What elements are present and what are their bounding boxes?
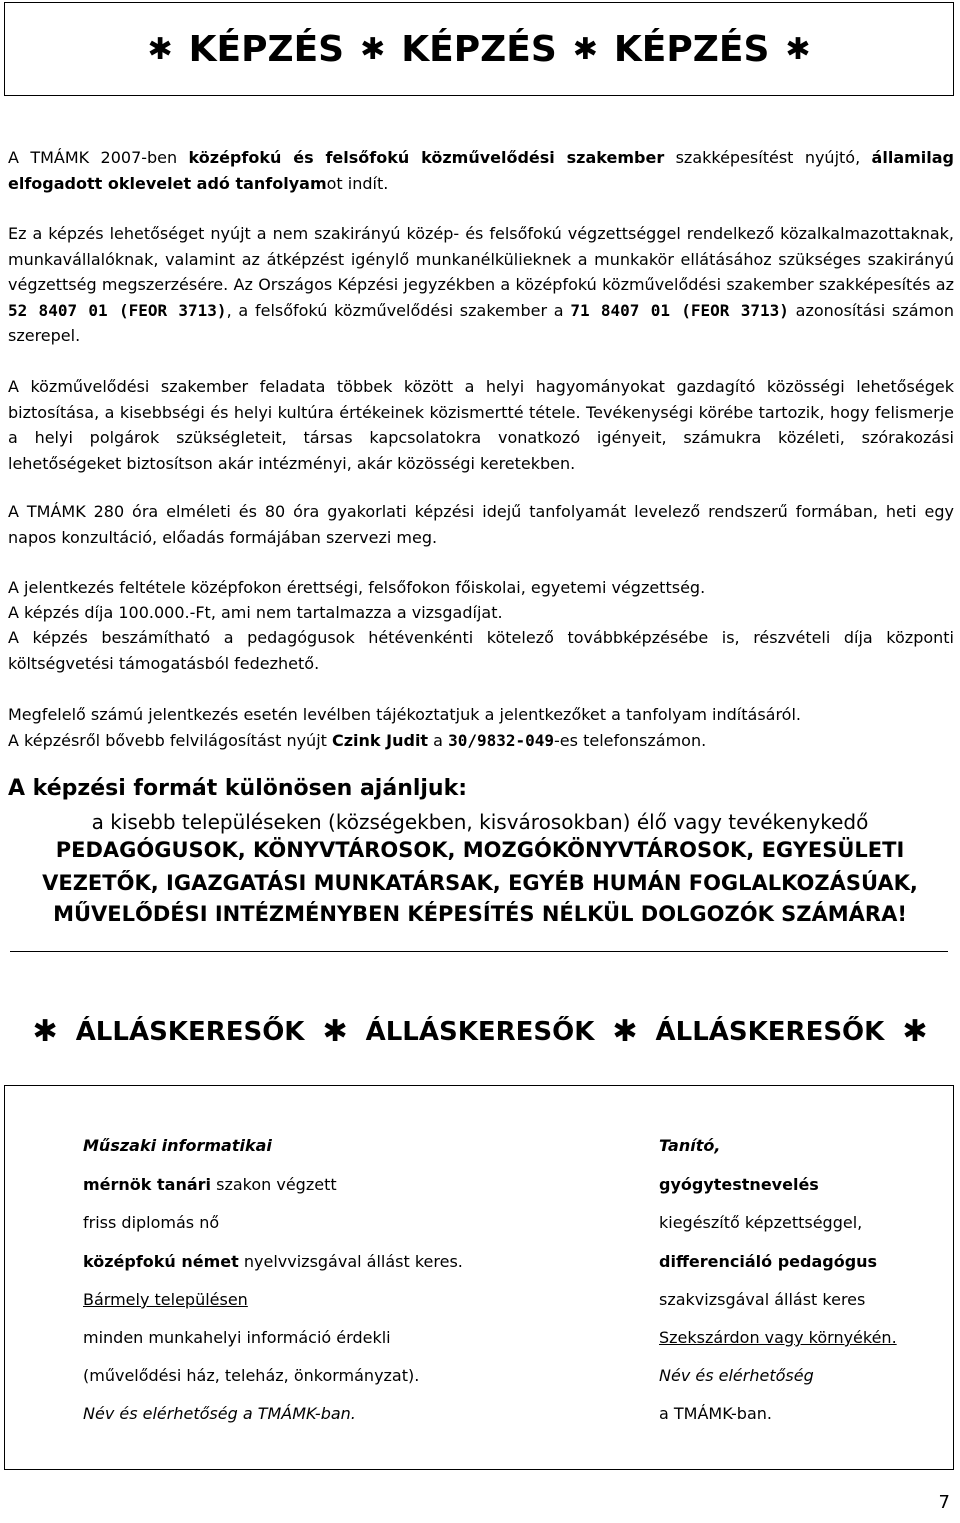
- ad-line: differenciáló pedagógus: [659, 1252, 878, 1271]
- asterisk-icon: ✱: [785, 31, 811, 67]
- ad-line: Tanító,: [659, 1136, 721, 1155]
- contact-phone: 30/9832-049: [448, 731, 555, 750]
- ad-line: a TMÁMK-ban.: [659, 1404, 772, 1423]
- description-text: Ez a képzés lehetőséget nyújt a nem szakirányú közép- és felsőfokú végzettséggel rendelkező közalkalmazottaknak, munkavállalóknak, valamint az átképzést igénylő munkanélkülieknek a munkakör ellátásához szükséges szakirányú végzettség megszerzésére. Az Országos Képzési jegyzékben a középfokú közművelődési szakember szakképesítés az: [8, 224, 954, 294]
- ad-line: Műszaki informatikai: [83, 1136, 272, 1155]
- ad-bold: mérnök tanári: [83, 1175, 212, 1194]
- training-description-paragraph: [8, 221, 954, 349]
- job-ad-right: [659, 1086, 949, 1466]
- ad-line: szakvizsgával állást keres: [659, 1290, 866, 1309]
- jobseekers-title: [0, 1014, 960, 1049]
- title-word: KÉPZÉS: [401, 28, 557, 70]
- page-number: 7: [938, 1492, 950, 1513]
- intro-text: ot indít.: [326, 173, 389, 193]
- job-ad-left: [83, 1086, 553, 1466]
- ad-line: Bármely településen: [83, 1290, 248, 1309]
- ad-line: [83, 1252, 463, 1271]
- ad-line: gyógytestnevelés: [659, 1175, 819, 1194]
- ad-line: friss diplomás nő: [83, 1213, 220, 1232]
- asterisk-icon: ✱: [147, 31, 173, 67]
- title-word: KÉPZÉS: [188, 28, 345, 70]
- conditions-line: A jelentkezés feltétele középfokon érettségi, felsőfokon főiskolai, egyetemi végzettség.: [8, 578, 706, 597]
- asterisk-icon: ✱: [322, 1014, 348, 1049]
- section-divider: [10, 951, 948, 952]
- credit-paragraph: A képzés beszámítható a pedagógusok hétévenkénti kötelező továbbképzésébe is, részvételi díja központi költségvetési támogatásból fedezhető.: [8, 628, 954, 673]
- recommend-audience-line: MŰVELŐDÉSI INTÉZMÉNYBEN KÉPESÍTÉS NÉLKÜL DOLGOZÓK SZÁMÁRA!: [53, 902, 907, 926]
- contact-name: Czink Judit: [332, 731, 429, 750]
- asterisk-icon: ✱: [360, 31, 386, 67]
- jobseekers-word: ÁLLÁSKERESŐK: [655, 1016, 885, 1047]
- ad-line: (művelődési ház, teleház, önkormányzat).: [83, 1366, 420, 1385]
- title-word: KÉPZÉS: [613, 28, 770, 70]
- intro-bold: államilag elfogadott oklevelet adó tanfolyam: [8, 148, 954, 193]
- intro-bold: középfokú és felsőfokú közművelődési szakember: [188, 148, 665, 167]
- intro-text: szakképesítést nyújtó,: [664, 148, 872, 167]
- asterisk-icon: ✱: [902, 1014, 928, 1049]
- qualification-code: 71 8407 01 (FEOR 3713): [570, 300, 789, 320]
- ad-text: szakon végzett: [211, 1175, 337, 1194]
- ad-line: [83, 1175, 337, 1194]
- contact-line: [8, 728, 954, 754]
- ad-line: Szekszárdon vagy környékén.: [659, 1328, 897, 1347]
- description-text: azonosítási számon szerepel.: [8, 300, 955, 345]
- description-text: , a felsőfokú közművelődési szakember a: [226, 300, 571, 320]
- asterisk-icon: ✱: [572, 31, 598, 67]
- ad-bold: középfokú német: [83, 1252, 239, 1271]
- jobseekers-word: ÁLLÁSKERESŐK: [75, 1016, 305, 1047]
- notice-line: Megfelelő számú jelentkezés esetén levélben tájékoztatjuk a jelentkezőket a tanfolyam indításáról.: [8, 705, 801, 724]
- intro-paragraph: [8, 145, 954, 196]
- intro-text: A TMÁMK 2007-ben: [8, 148, 189, 167]
- contact-text: a: [428, 731, 449, 750]
- ad-text: nyelvvizsgával állást keres.: [238, 1252, 463, 1271]
- asterisk-icon: ✱: [32, 1014, 58, 1049]
- recommend-line: a kisebb településeken (községekben, kisvárosokban) élő vagy tevékenykedő: [91, 810, 869, 834]
- asterisk-icon: ✱: [612, 1014, 638, 1049]
- ad-line: minden munkahelyi információ érdekli: [83, 1328, 391, 1347]
- ad-line: Név és elérhetőség a TMÁMK-ban.: [83, 1404, 356, 1423]
- recommend-audience-line: PEDAGÓGUSOK, KÖNYVTÁROSOK, MOZGÓKÖNYVTÁROSOK, EGYESÜLETI: [55, 838, 905, 862]
- jobseekers-box: [4, 1085, 954, 1470]
- schedule-paragraph: A TMÁMK 280 óra elméleti és 80 óra gyakorlati képzési idejű tanfolyamát levelező rendszerű formában, heti egy napos konzultáció, előadás formájában szervezi meg.: [8, 502, 954, 547]
- recommend-audience-line: VEZETŐK, IGAZGATÁSI MUNKATÁRSAK, EGYÉB HUMÁN FOGLALKOZÁSÚAK,: [42, 871, 918, 895]
- contact-text: A képzésről bővebb felvilágosítást nyújt: [8, 731, 332, 750]
- fee-line: A képzés díja 100.000.-Ft, ami nem tartalmazza a vizsgadíjat.: [8, 603, 503, 622]
- training-title-box: [4, 2, 954, 96]
- recommend-title: A képzési formát különösen ajánljuk:: [8, 776, 468, 801]
- jobseekers-word: ÁLLÁSKERESŐK: [365, 1016, 595, 1047]
- contact-text: -es telefonszámon.: [554, 731, 707, 750]
- ad-line: Név és elérhetőség: [659, 1366, 814, 1385]
- ad-line: kiegészítő képzettséggel,: [659, 1213, 863, 1232]
- qualification-code: 52 8407 01 (FEOR 3713): [8, 300, 227, 320]
- tasks-paragraph: A közművelődési szakember feladata többek között a helyi hagyományokat gazdagító közösségi lehetőségek biztosítása, a kisebbségi és helyi kultúra értékeinek közismertté tétele. Tevékenységi körébe tartozik, hogy felismerje a helyi polgárok szükségleteit, társas kapcsolatokra vonatkozó igényeit, számukra közéleti, szórakozási lehetőségeket biztosítson akár intézményi, akár közösségi keretekben.: [8, 377, 954, 473]
